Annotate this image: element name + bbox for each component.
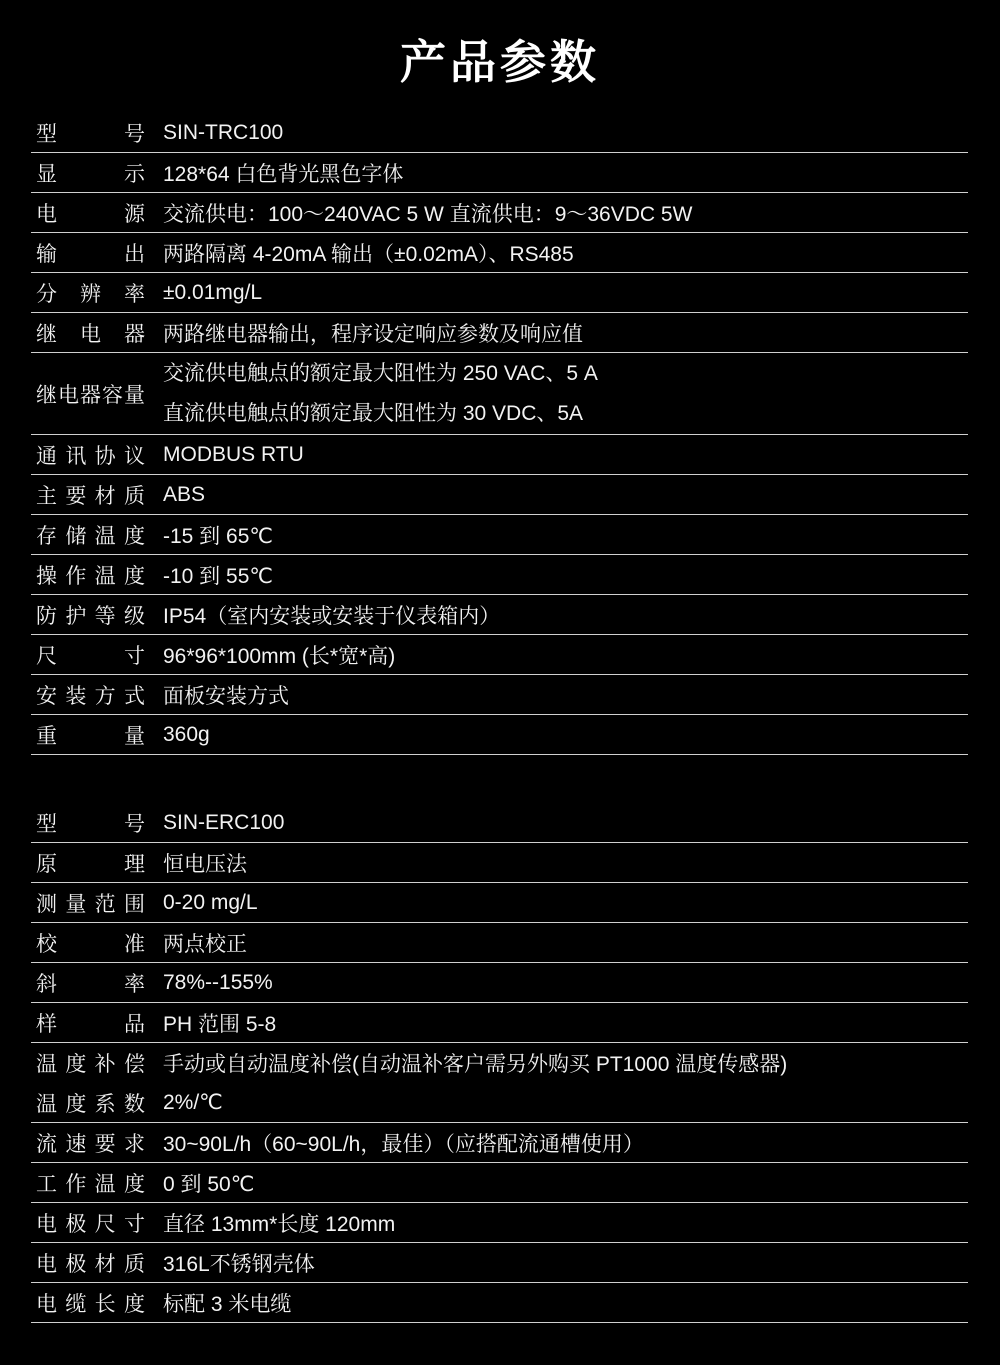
spec-row-protocol — [31, 435, 968, 475]
spec-label: 分辨率 — [36, 282, 145, 306]
spec-value: 0 到 50℃ — [163, 1172, 255, 1196]
spec-row-relay — [31, 313, 968, 353]
spec-value: IP54（室内安装或安装于仪表箱内） — [163, 604, 501, 628]
spec-row-weight — [31, 715, 968, 755]
spec-label: 尺寸 — [36, 644, 145, 668]
spec-label: 操作温度 — [36, 564, 145, 588]
spec-label: 主要材质 — [36, 484, 145, 508]
spec-label: 继电器容量 — [36, 383, 145, 407]
spec-row-mounting — [31, 675, 968, 715]
spec-value: MODBUS RTU — [163, 442, 304, 466]
spec-value-stack — [163, 354, 598, 434]
spec-value: 手动或自动温度补偿(自动温补客户需另外购买 PT1000 温度传感器) — [163, 1053, 788, 1076]
spec-value: 两点校正 — [163, 932, 247, 956]
spec-value: ±0.01mg/L — [163, 280, 263, 304]
spec-row-display — [31, 153, 968, 193]
spec-row-model-2 — [31, 803, 968, 843]
spec-row-flow-rate — [31, 1123, 968, 1163]
spec-row-protection-rating — [31, 595, 968, 635]
spec-row-power — [31, 193, 968, 233]
spec-label: 斜率 — [36, 972, 145, 996]
spec-value: 两路继电器输出，程序设定响应参数及响应值 — [163, 322, 583, 346]
spec-row-model — [31, 113, 968, 153]
spec-label: 原理 — [36, 852, 145, 876]
spec-row-principle — [31, 843, 968, 883]
spec-label: 工作温度 — [36, 1172, 145, 1196]
spec-row-temp-coefficient — [31, 1083, 968, 1123]
spec-label: 温度补偿 — [36, 1053, 145, 1076]
spec-table-erc100 — [31, 803, 968, 1323]
spec-label: 型号 — [36, 122, 145, 146]
spec-label: 流速要求 — [36, 1132, 145, 1156]
spec-row-relay-capacity — [31, 353, 968, 435]
spec-label: 温度系数 — [36, 1092, 145, 1116]
spec-value: 交流供电：100～240VAC 5 W 直流供电：9～36VDC 5W — [163, 202, 693, 226]
spec-label: 测量范围 — [36, 892, 145, 916]
spec-value: ABS — [163, 482, 206, 506]
spec-label: 校准 — [36, 932, 145, 956]
spec-row-slope — [31, 963, 968, 1003]
spec-table-trc100 — [31, 113, 968, 755]
spec-label: 样品 — [36, 1012, 145, 1036]
spec-value: 30~90L/h（60~90L/h，最佳）（应搭配流通槽使用） — [163, 1132, 644, 1156]
spec-label: 显示 — [36, 162, 145, 186]
spec-value-line-1: 交流供电触点的额定最大阻性为 250 VAC、5 A — [163, 361, 598, 385]
spec-label: 防护等级 — [36, 604, 145, 628]
spec-value: 316L不锈钢壳体 — [163, 1252, 315, 1276]
spec-label: 存储温度 — [36, 524, 145, 548]
spec-value: 96*96*100mm (长*宽*高) — [163, 644, 396, 668]
spec-value-line-2: 直流供电触点的额定最大阻性为 30 VDC、5A — [163, 401, 584, 425]
spec-value: 2%/℃ — [163, 1091, 223, 1114]
spec-label: 型号 — [36, 812, 145, 836]
spec-row-cable-length — [31, 1283, 968, 1323]
spec-value: -15 到 65℃ — [163, 524, 273, 548]
spec-value: 78%--155% — [163, 970, 273, 994]
spec-label: 通讯协议 — [36, 444, 145, 468]
spec-row-output — [31, 233, 968, 273]
spec-value: 直径 13mm*长度 120mm — [163, 1212, 396, 1236]
spec-row-temp-compensation — [31, 1043, 968, 1083]
spec-row-electrode-material — [31, 1243, 968, 1283]
spec-row-measuring-range — [31, 883, 968, 923]
spec-value: 0-20 mg/L — [163, 890, 258, 914]
spec-value: 标配 3 米电缆 — [163, 1292, 292, 1316]
spec-value: 面板安装方式 — [163, 684, 289, 708]
spec-value: 128*64 白色背光黑色字体 — [163, 162, 404, 186]
spec-row-calibration — [31, 923, 968, 963]
spec-value: 恒电压法 — [163, 852, 247, 876]
spec-value: -10 到 55℃ — [163, 564, 273, 588]
spec-value: 两路隔离 4-20mA 输出（±0.02mA）、RS485 — [163, 242, 574, 266]
spec-label: 输出 — [36, 242, 145, 266]
spec-value: SIN-TRC100 — [163, 120, 284, 144]
spec-label: 电极材质 — [36, 1252, 145, 1276]
spec-value: PH 范围 5-8 — [163, 1012, 277, 1036]
spec-row-sample — [31, 1003, 968, 1043]
spec-row-material — [31, 475, 968, 515]
spec-value: 360g — [163, 722, 210, 746]
spec-row-operating-temp — [31, 555, 968, 595]
page-title: 产品参数 — [400, 36, 600, 88]
spec-label: 继电器 — [36, 322, 145, 346]
spec-row-storage-temp — [31, 515, 968, 555]
spec-row-electrode-size — [31, 1203, 968, 1243]
spec-value: SIN-ERC100 — [163, 810, 285, 834]
spec-row-working-temp — [31, 1163, 968, 1203]
spec-label: 电缆长度 — [36, 1292, 145, 1316]
spec-label: 重量 — [36, 724, 145, 748]
spec-row-resolution — [31, 273, 968, 313]
spec-label: 电极尺寸 — [36, 1212, 145, 1236]
spec-row-dimensions — [31, 635, 968, 675]
spec-label: 安装方式 — [36, 684, 145, 708]
spec-label: 电源 — [36, 202, 145, 226]
